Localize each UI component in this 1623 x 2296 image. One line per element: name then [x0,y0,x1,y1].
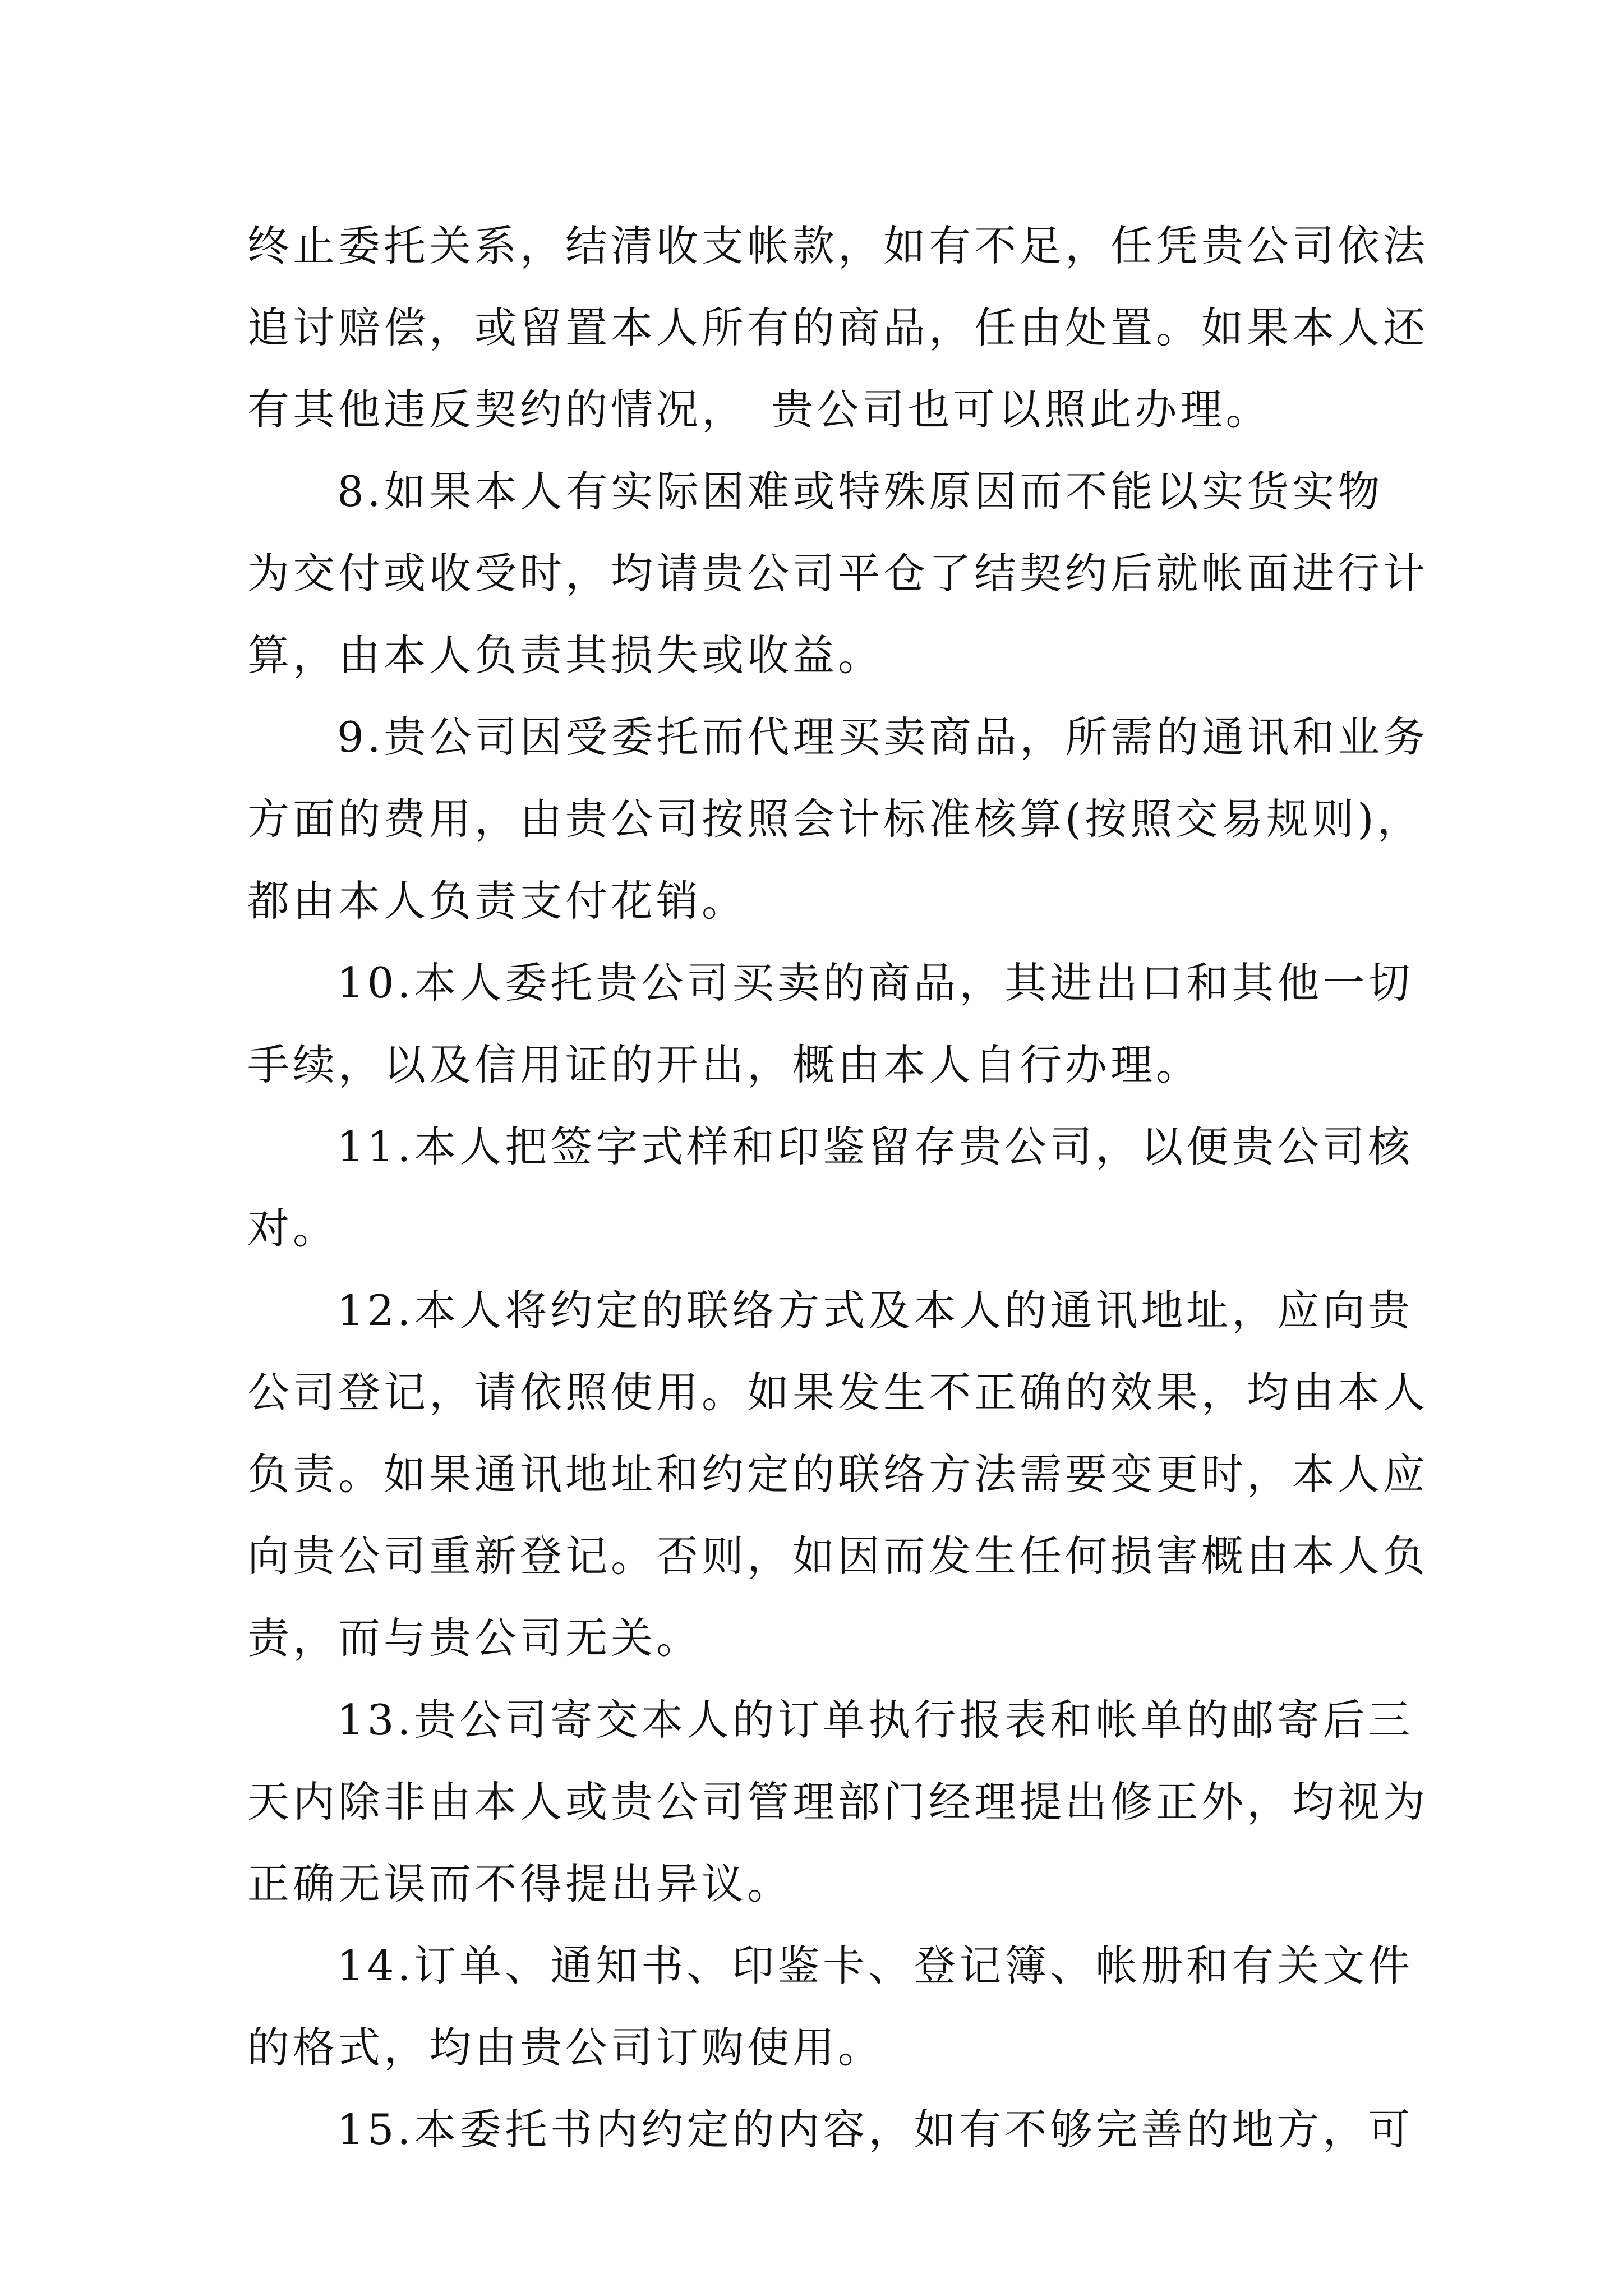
text-line: 有其他违反契约的情况， 贵公司也可以照此办理。 [247,385,1271,434]
text-line: 对。 [247,1204,339,1253]
text-line: 11.本人把签字式样和印鉴留存贵公司，以便贵公司核 [337,1122,1414,1171]
text-line: 都由本人负责支付花销。 [247,876,748,926]
clause-11 [247,1106,1414,1269]
text-line: 12.本人将约定的联络方式及本人的通讯地址，应向贵 [337,1286,1414,1335]
text-line: 8.如果本人有实际困难或特殊原因而不能以实货实物 [337,467,1384,516]
text-line: 算，由本人负责其损失或收益。 [247,631,884,680]
text-line: 正确无误而不得提出异议。 [247,1859,793,1908]
text-line: 负责。如果通讯地址和约定的联络方法需要变更时，本人应 [247,1450,1429,1499]
text-line: 天内除非由本人或贵公司管理部门经理提出修正外，均视为 [247,1777,1429,1826]
text-line: 公司登记，请依照使用。如果发生不正确的效果，均由本人 [247,1368,1429,1417]
text-line: 方面的费用，由贵公司按照会计标准核算(按照交易规则)， [247,794,1423,844]
clause-8 [247,450,1429,696]
clause-12 [247,1269,1429,1679]
text-line: 终止委托关系，结清收支帐款，如有不足，任凭贵公司依法 [247,221,1429,270]
clause-14 [247,1925,1414,2088]
text-line: 责，而与贵公司无关。 [247,1613,702,1663]
clause-13 [247,1679,1429,1925]
clause-9 [247,696,1429,942]
text-line: 10.本人委托贵公司买卖的商品，其进出口和其他一切 [337,958,1414,1007]
text-line: 手续，以及信用证的开出，概由本人自行办理。 [247,1040,1202,1089]
text-line: 13.贵公司寄交本人的订单执行报表和帐单的邮寄后三 [337,1695,1414,1745]
text-line: 15.本委托书内约定的内容，如有不够完善的地方，可 [337,2105,1414,2154]
text-line: 14.订单、通知书、印鉴卡、登记簿、帐册和有关文件 [337,1941,1414,1990]
clause-10 [247,942,1414,1106]
text-line: 的格式，均由贵公司订购使用。 [247,2023,884,2072]
paragraph-continuation [247,205,1429,450]
document-body [247,205,1429,2170]
clause-15 [247,2088,1414,2170]
text-line: 9.贵公司因受委托而代理买卖商品，所需的通讯和业务 [337,712,1429,762]
text-line: 追讨赔偿，或留置本人所有的商品，任由处置。如果本人还 [247,303,1429,352]
text-line: 为交付或收受时，均请贵公司平仓了结契约后就帐面进行计 [247,549,1429,598]
text-line: 向贵公司重新登记。否则，如因而发生任何损害概由本人负 [247,1531,1429,1581]
